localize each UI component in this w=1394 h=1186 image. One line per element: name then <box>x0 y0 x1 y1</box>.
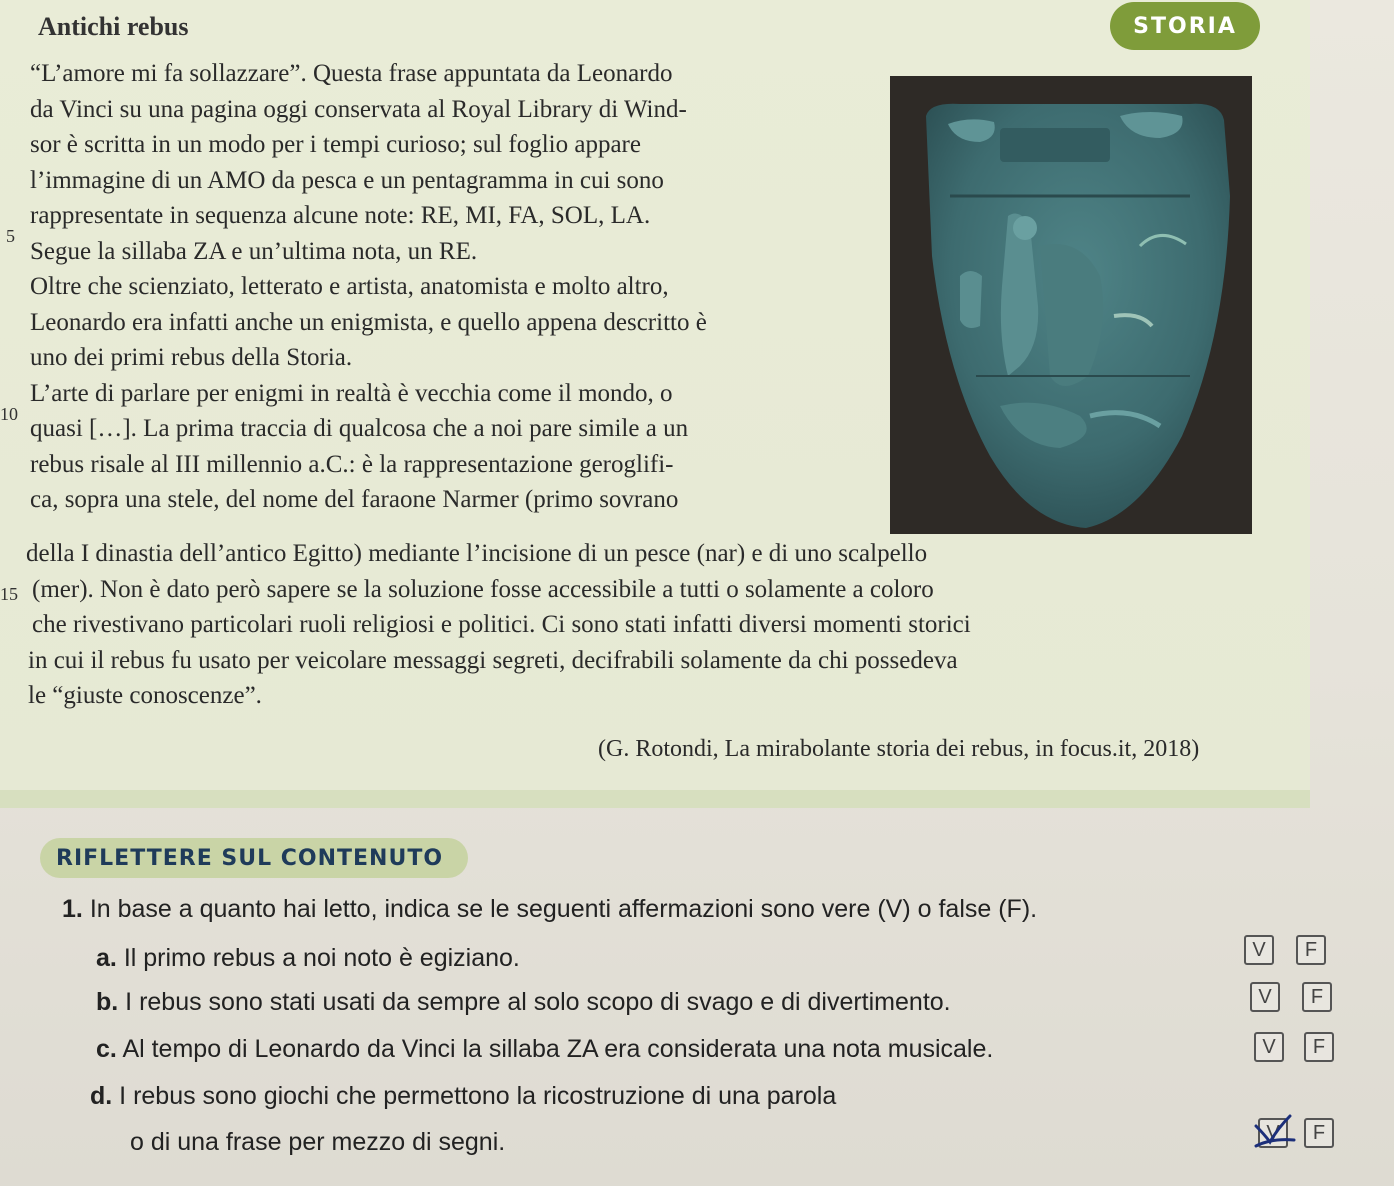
statement-d <box>90 1082 836 1111</box>
statement-a <box>96 944 520 973</box>
reading-divider <box>0 790 1310 808</box>
section-title: RIFLETTERE SUL CONTENUTO <box>40 838 468 878</box>
true-checkbox[interactable]: V <box>1258 1118 1288 1148</box>
article-title: Antichi rebus <box>38 12 189 41</box>
article-line: (mer). Non è dato però sapere se la soluzione fosse accessibile a tutti o solamente a coloro <box>32 575 934 603</box>
statement-label: a. <box>96 944 117 972</box>
narmer-palette-svg <box>890 76 1252 534</box>
true-checkbox[interactable]: V <box>1254 1032 1284 1062</box>
line-number: 5 <box>6 226 15 246</box>
statement-b <box>96 988 951 1017</box>
article-line: da Vinci su una pagina oggi conservata al Royal Library di Wind- <box>30 95 687 123</box>
article-line: rappresentate in sequenza alcune note: RE, MI, FA, SOL, LA. <box>30 202 651 229</box>
statement-text: Il primo rebus a noi noto è egiziano. <box>123 944 520 972</box>
question-number: 1. <box>62 895 83 923</box>
statement-text: Al tempo di Leonardo da Vinci la sillaba ZA era considerata una nota musicale. <box>122 1035 994 1063</box>
line-number: 15 <box>0 584 18 604</box>
false-checkbox[interactable]: F <box>1302 982 1332 1012</box>
false-checkbox[interactable]: F <box>1296 935 1326 965</box>
true-checkbox[interactable]: V <box>1250 982 1280 1012</box>
narmer-palette-image <box>890 76 1252 534</box>
line-number: 10 <box>0 404 18 424</box>
article-text-wide <box>16 536 1276 714</box>
article-line: l’immagine di un AMO da pesca e un pentagramma in cui sono <box>30 166 664 194</box>
article-text-narrow <box>30 56 890 518</box>
question-text: In base a quanto hai letto, indica se le seguenti affermazioni sono vere (V) o false (F). <box>89 895 1038 923</box>
false-checkbox[interactable]: F <box>1304 1032 1334 1062</box>
article-line: L’arte di parlare per enigmi in realtà è vecchia come il mondo, o <box>30 379 673 407</box>
article-line: uno dei primi rebus della Storia. <box>30 344 353 371</box>
statement-d-continued: o di una frase per mezzo di segni. <box>130 1128 506 1156</box>
statement-label: b. <box>96 988 119 1016</box>
subject-badge: STORIA <box>1110 2 1260 50</box>
article-line: rebus risale al III millennio a.C.: è la rappresentazione geroglifi- <box>30 450 674 478</box>
article-line: Segue la sillaba ZA e un’ultima nota, un RE. <box>30 237 478 265</box>
true-checkbox[interactable]: V <box>1244 935 1274 965</box>
citation: (G. Rotondi, La mirabolante storia dei rebus, in focus.it, 2018) <box>598 736 1200 762</box>
article-line: che rivestivano particolari ruoli religiosi e politici. Ci sono stati infatti diversi momenti storici <box>32 611 971 638</box>
article-line: sor è scritta in un modo per i tempi curioso; sul foglio appare <box>30 131 641 158</box>
article-line: della I dinastia dell’antico Egitto) mediante l’incisione di un pesce (nar) e di uno scalpello <box>26 540 928 567</box>
article-line: quasi […]. La prima traccia di qualcosa che a noi pare simile a un <box>30 415 689 442</box>
false-checkbox[interactable]: F <box>1304 1118 1334 1148</box>
article-line: in cui il rebus fu usato per veicolare messaggi segreti, decifrabili solamente da chi possedeva <box>28 646 958 674</box>
statement-label: c. <box>96 1035 117 1063</box>
article-line: Oltre che scienziato, letterato e artista, anatomista e molto altro, <box>30 273 669 300</box>
statement-c <box>96 1035 993 1064</box>
statement-label: d. <box>90 1082 113 1110</box>
question <box>62 895 1037 924</box>
article-line: “L’amore mi fa sollazzare”. Questa frase appuntata da Leonardo <box>30 60 673 87</box>
article-line: ca, sopra una stele, del nome del faraone Narmer (primo sovrano <box>30 486 679 513</box>
statement-text: I rebus sono stati usati da sempre al solo scopo di svago e di divertimento. <box>125 988 951 1016</box>
statement-text: I rebus sono giochi che permettono la ricostruzione di una parola <box>119 1082 837 1110</box>
article-line: le “giuste conoscenze”. <box>28 682 262 709</box>
article-line: Leonardo era infatti anche un enigmista, e quello appena descritto è <box>30 308 707 336</box>
